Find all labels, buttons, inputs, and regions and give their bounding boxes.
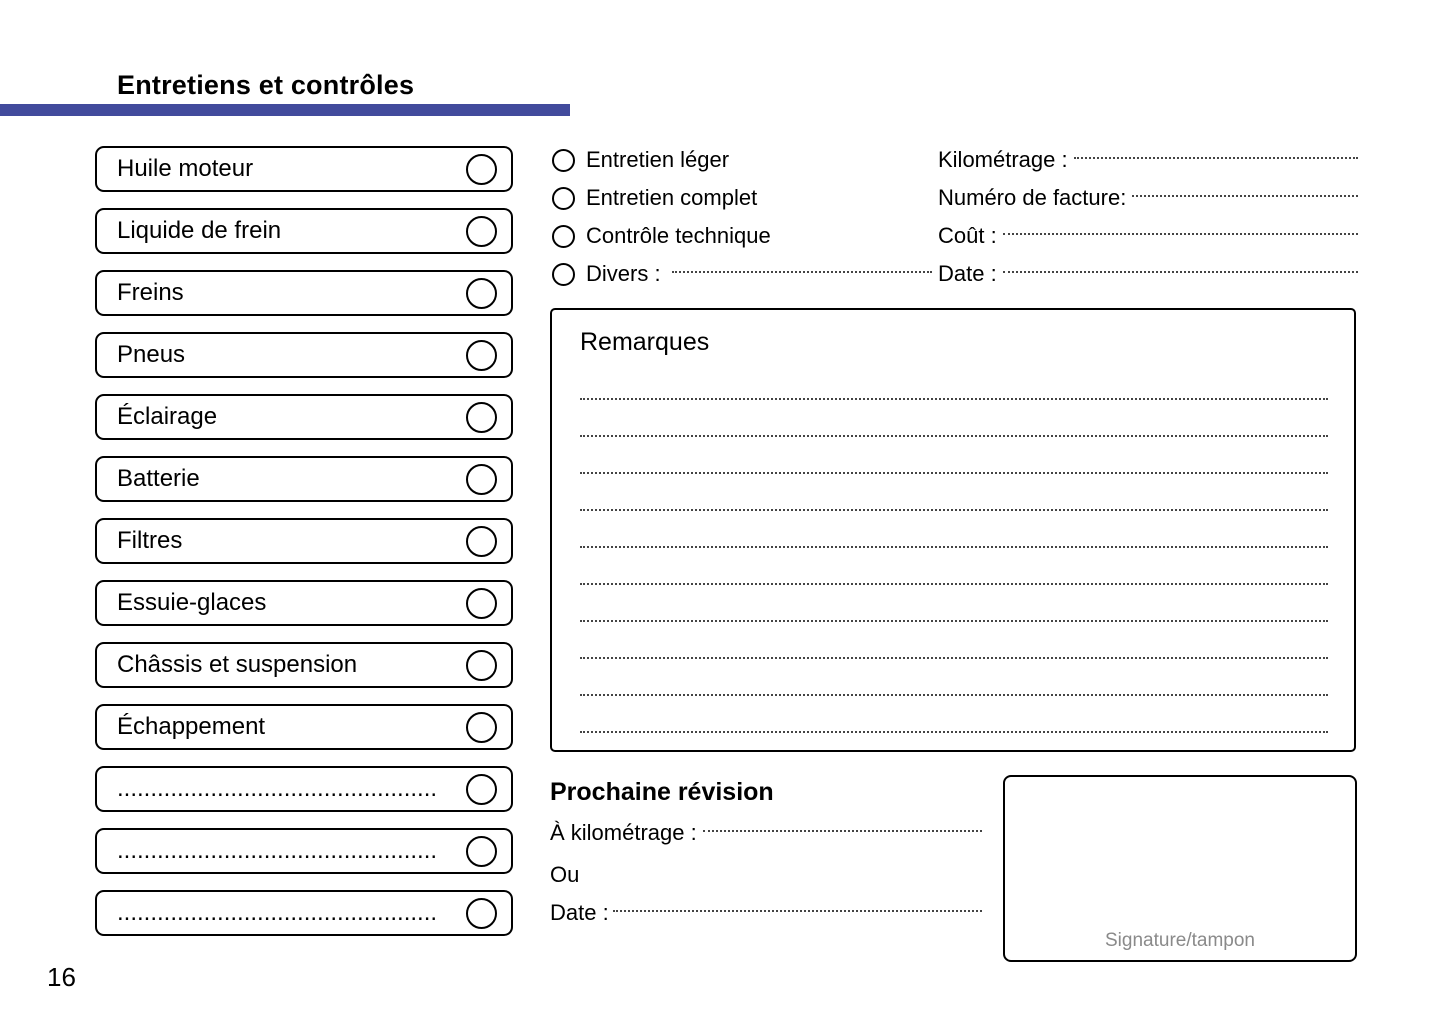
checklist-item-label: Échappement <box>117 713 266 740</box>
radio-circle-icon <box>552 263 575 286</box>
signature-box <box>1003 775 1357 962</box>
checklist-item <box>95 394 513 440</box>
remarks-line <box>580 659 1328 696</box>
service-option-label: Entretien complet <box>586 185 758 210</box>
check-circle-icon <box>466 836 497 867</box>
checklist-item-label: Pneus <box>117 341 186 368</box>
remarks-title: Remarques <box>580 328 710 356</box>
checklist-item-label: Batterie <box>117 465 200 492</box>
remarks-line <box>580 437 1328 474</box>
checklist-item-blank <box>95 890 513 936</box>
check-circle-icon <box>466 774 497 805</box>
fill-in-line <box>613 910 982 912</box>
check-circle-icon <box>466 154 497 185</box>
radio-circle-icon <box>552 187 575 210</box>
field-row <box>938 141 1358 179</box>
remarks-box <box>550 308 1356 752</box>
checklist-item <box>95 270 513 316</box>
fill-in-line <box>703 830 982 832</box>
check-circle-icon <box>466 712 497 743</box>
checklist-item-label: Essuie-glaces <box>117 589 267 616</box>
fill-in-line <box>1074 157 1358 159</box>
check-circle-icon <box>466 278 497 309</box>
radio-circle-icon <box>552 149 575 172</box>
checklist-item <box>95 146 513 192</box>
checklist-item-label: ................................................ <box>117 837 438 864</box>
remarks-line <box>580 585 1328 622</box>
remarks-line <box>580 548 1328 585</box>
checklist-item <box>95 580 513 626</box>
invoice-fields <box>938 141 1358 293</box>
checklist-item <box>95 208 513 254</box>
checklist-item-label: ................................................ <box>117 899 438 926</box>
checklist-item-label: Freins <box>117 279 184 306</box>
check-circle-icon <box>466 216 497 247</box>
next-service-title: Prochaine révision <box>550 778 774 806</box>
service-type-options <box>552 141 932 293</box>
checklist-item <box>95 518 513 564</box>
check-circle-icon <box>466 402 497 433</box>
checklist-item-label: Éclairage <box>117 403 218 430</box>
check-circle-icon <box>466 588 497 619</box>
checklist-item <box>95 704 513 750</box>
service-option-label: Contrôle technique <box>586 223 771 248</box>
next-service-km-row <box>550 820 982 846</box>
field-label: Date : <box>938 261 997 286</box>
checklist-item <box>95 456 513 502</box>
service-option <box>552 179 932 217</box>
service-option-label: Divers : <box>586 261 661 286</box>
field-label: Numéro de facture: <box>938 185 1127 210</box>
page-number: 16 <box>47 962 76 992</box>
service-option <box>552 217 932 255</box>
remarks-line <box>580 363 1328 400</box>
check-circle-icon <box>466 340 497 371</box>
check-circle-icon <box>466 898 497 929</box>
fill-in-line <box>672 271 932 273</box>
service-option-label: Entretien léger <box>586 147 730 172</box>
remarks-line <box>580 696 1328 733</box>
checklist-item-blank <box>95 828 513 874</box>
remarks-line <box>580 474 1328 511</box>
checklist-item-label: Châssis et suspension <box>117 651 358 678</box>
checklist-item-label: Huile moteur <box>117 155 254 182</box>
fill-in-line <box>1003 233 1358 235</box>
check-circle-icon <box>466 464 497 495</box>
next-service-date-row <box>550 900 982 926</box>
service-option <box>552 141 932 179</box>
checklist-item-blank <box>95 766 513 812</box>
check-circle-icon <box>466 526 497 557</box>
remarks-line <box>580 511 1328 548</box>
check-circle-icon <box>466 650 497 681</box>
field-row <box>938 217 1358 255</box>
checklist-item <box>95 642 513 688</box>
checklist-item-label: Liquide de frein <box>117 217 282 244</box>
page-title: Entretiens et contrôles <box>117 70 415 100</box>
field-row <box>938 255 1358 293</box>
service-option-divers <box>552 255 932 293</box>
fill-in-line <box>1003 271 1358 273</box>
field-label: Coût : <box>938 223 997 248</box>
next-service-km-label: À kilométrage : <box>550 820 697 845</box>
next-service-date-label: Date : <box>550 900 609 925</box>
next-service-or-label: Ou <box>550 862 580 887</box>
fill-in-line <box>1132 195 1358 197</box>
remarks-line <box>580 400 1328 437</box>
field-row <box>938 179 1358 217</box>
radio-circle-icon <box>552 225 575 248</box>
remarks-line <box>580 622 1328 659</box>
signature-label: Signature/tampon <box>1105 930 1255 951</box>
checklist <box>95 146 513 936</box>
remarks-lines <box>580 363 1328 733</box>
checklist-item-label: Filtres <box>117 527 183 554</box>
checklist-item-label: ................................................ <box>117 775 438 802</box>
checklist-item <box>95 332 513 378</box>
title-underline-bar <box>0 104 570 116</box>
field-label: Kilométrage : <box>938 147 1068 172</box>
